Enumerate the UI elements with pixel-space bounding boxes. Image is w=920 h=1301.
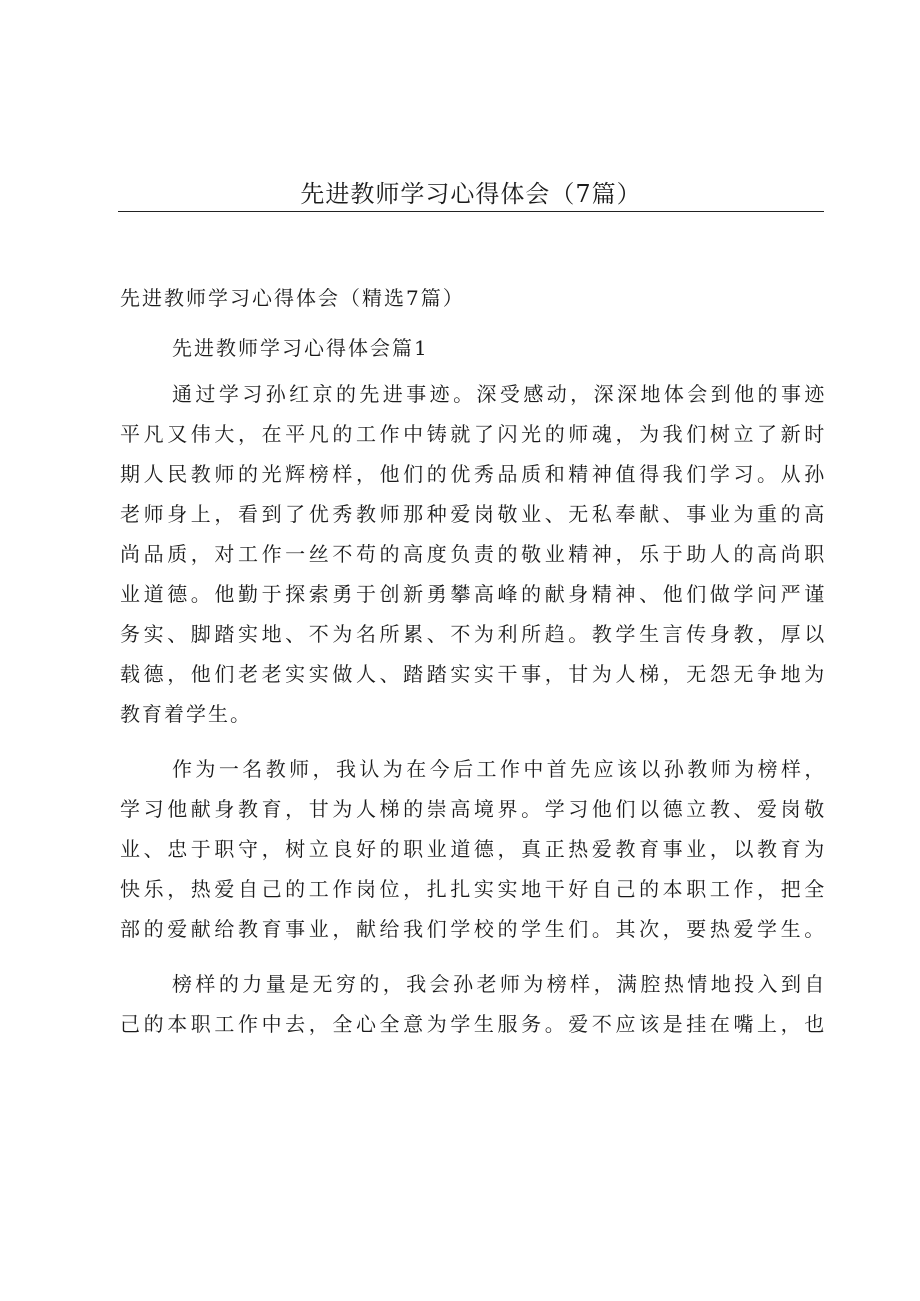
text-line: 作为一名教师，我认为在今后工作中首先应该以孙教师为榜样，	[172, 757, 824, 781]
text-line: 快乐，热爱自己的工作岗位，扎扎实实地干好自己的本职工作，把全	[120, 877, 824, 901]
text-line: 老师身上，看到了优秀教师那种爱岗敬业、无私奉献、事业为重的高	[120, 502, 824, 526]
text-line: 学习他献身教育，甘为人梯的崇高境界。学习他们以德立教、爱岗敬	[120, 797, 824, 821]
text-line: 通过学习孙红京的先进事迹。深受感动，深深地体会到他的事迹	[172, 382, 824, 406]
paragraph	[120, 964, 824, 1044]
title-underline	[118, 211, 824, 212]
section-heading: 先进教师学习心得体会篇1	[172, 336, 429, 360]
document-subtitle: 先进教师学习心得体会（精选7篇）	[120, 286, 465, 310]
text-line: 己的本职工作中去，全心全意为学生服务。爱不应该是挂在嘴上，也	[120, 1012, 824, 1036]
text-line: 尚品质，对工作一丝不苟的高度负责的敬业精神，乐于助人的高尚职	[120, 542, 824, 566]
text-line: 载德，他们老老实实做人、踏踏实实干事，甘为人梯，无怨无争地为	[120, 662, 824, 686]
text-line: 平凡又伟大，在平凡的工作中铸就了闪光的师魂，为我们树立了新时	[120, 422, 824, 446]
text-line: 期人民教师的光辉榜样，他们的优秀品质和精神值得我们学习。从孙	[120, 462, 824, 486]
paragraph-spacer	[120, 949, 824, 964]
text-line: 务实、脚踏实地、不为名所累、不为利所趋。教学生言传身教，厚以	[120, 622, 824, 646]
paragraph	[120, 374, 824, 734]
text-line: 业道德。他勤于探索勇于创新勇攀高峰的献身精神、他们做学问严谨	[120, 582, 824, 606]
text-line: 教育着学生。	[120, 702, 252, 726]
text-line: 业、忠于职守，树立良好的职业道德，真正热爱教育事业，以教育为	[120, 837, 824, 861]
paragraph	[120, 749, 824, 949]
text-line: 部的爱献给教育事业，献给我们学校的学生们。其次，要热爱学生。	[120, 917, 824, 941]
paragraph-spacer	[120, 734, 824, 749]
document-body	[120, 374, 824, 1044]
document-title: 先进教师学习心得体会（7篇）	[300, 180, 642, 208]
text-line: 榜样的力量是无穷的，我会孙老师为榜样，满腔热情地投入到自	[172, 972, 824, 996]
